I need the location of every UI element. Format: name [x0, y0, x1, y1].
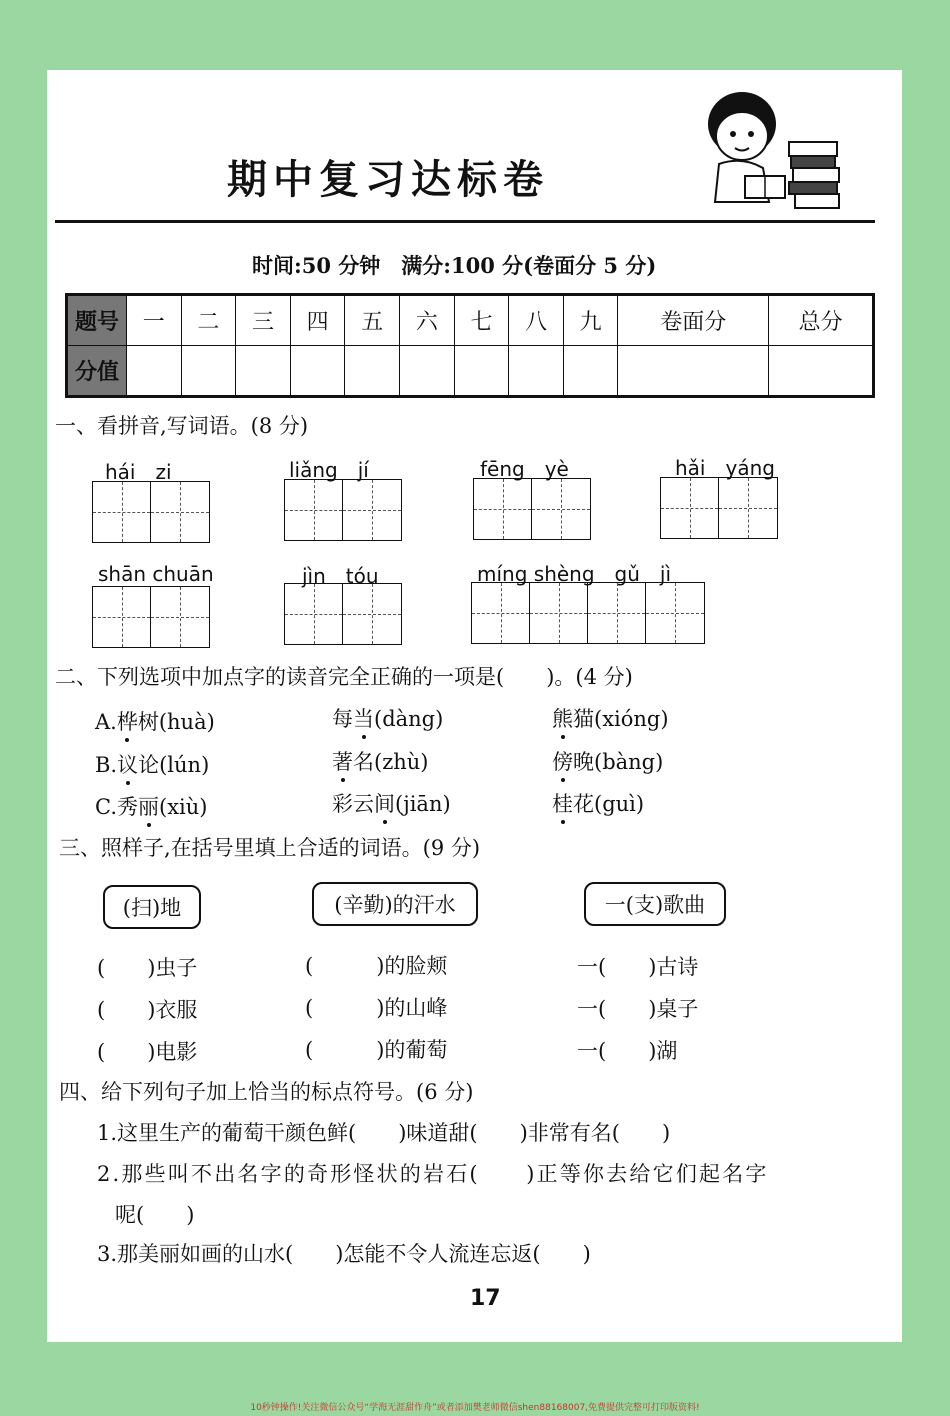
score-cell[interactable] — [400, 346, 455, 397]
pinyin-label: hái zi — [105, 460, 172, 484]
example-box: (辛勤)的汗水 — [312, 882, 478, 926]
punctuation-sentence-cont[interactable]: 呢( ) — [115, 1203, 195, 1227]
writing-grid[interactable] — [660, 477, 778, 539]
worksheet-page — [47, 70, 902, 1342]
score-cell[interactable] — [769, 346, 874, 397]
option-text: 彩云 — [332, 792, 374, 816]
section3-heading: 三、照样子,在括号里填上合适的词语。(9 分) — [59, 836, 481, 860]
fill-blank[interactable]: ( )衣服 — [97, 998, 198, 1022]
score-table — [65, 293, 875, 398]
dotted-char: 桦 — [117, 706, 138, 736]
fill-blank[interactable]: ( )的山峰 — [305, 996, 448, 1020]
col-header: 八 — [509, 295, 564, 346]
col-header: 卷面分 — [618, 295, 769, 346]
page-number: 17 — [470, 1286, 501, 1311]
option-c-col1[interactable] — [95, 791, 207, 821]
score-cell[interactable] — [454, 346, 509, 397]
fill-blank[interactable]: 一( )桌子 — [577, 997, 699, 1021]
writing-grid[interactable] — [471, 582, 705, 644]
fill-blank[interactable]: 一( )古诗 — [577, 955, 699, 979]
option-text: 晚(bàng) — [573, 750, 664, 774]
writing-grid[interactable] — [92, 586, 210, 648]
pinyin-label: míng shèng gǔ jì — [477, 562, 672, 586]
writing-grid[interactable] — [284, 479, 402, 541]
col-header: 九 — [563, 295, 618, 346]
col-header: 总分 — [769, 295, 874, 346]
section1-heading: 一、看拼音,写词语。(8 分) — [55, 414, 309, 438]
option-text: 树(huà) — [137, 710, 215, 734]
option-text: (zhù) — [374, 750, 429, 774]
pinyin-label: shān chuān — [98, 562, 214, 586]
col-header: 六 — [400, 295, 455, 346]
option-letter: B. — [95, 753, 118, 777]
score-cell[interactable] — [509, 346, 564, 397]
dotted-char: 议 — [117, 749, 138, 779]
writing-grid[interactable] — [92, 481, 210, 543]
col-header: 二 — [181, 295, 236, 346]
col-header: 三 — [236, 295, 291, 346]
score-cell[interactable] — [563, 346, 618, 397]
option-text: (xiù) — [159, 795, 208, 819]
exam-meta: 时间:50 分钟 满分:100 分(卷面分 5 分) — [252, 253, 657, 278]
pinyin-label: fēng yè — [480, 457, 569, 481]
writing-grid[interactable] — [284, 583, 402, 645]
option-text: 名 — [353, 750, 374, 774]
punctuation-sentence[interactable]: 1.这里生产的葡萄干颜色鲜( )味道甜( )非常有名( ) — [97, 1121, 671, 1145]
section2-heading: 二、下列选项中加点字的读音完全正确的一项是( )。(4 分) — [55, 665, 633, 689]
row-label: 分值 — [67, 346, 127, 397]
dotted-char: 当 — [353, 703, 374, 733]
option-b-col2 — [332, 746, 429, 776]
option-text: 每 — [332, 707, 353, 731]
section4-heading: 四、给下列句子加上恰当的标点符号。(6 分) — [59, 1080, 474, 1104]
option-text: 花(guì) — [573, 792, 645, 816]
score-cell[interactable] — [181, 346, 236, 397]
score-cell[interactable] — [345, 346, 400, 397]
punctuation-sentence[interactable]: 3.那美丽如画的山水( )怎能不令人流连忘返( ) — [97, 1242, 591, 1266]
option-c-col2 — [332, 788, 451, 818]
option-a-col3 — [552, 703, 669, 733]
dotted-char: 熊 — [552, 703, 573, 733]
score-cell[interactable] — [236, 346, 291, 397]
pinyin-label: liǎng jí — [289, 458, 369, 482]
page-title: 期中复习达标卷 — [227, 157, 549, 203]
fill-blank[interactable]: ( )的脸颊 — [305, 954, 448, 978]
dotted-char: 傍 — [552, 746, 573, 776]
reading-child-illustration — [697, 84, 847, 219]
option-a-col1[interactable] — [95, 706, 215, 736]
score-cell[interactable] — [618, 346, 769, 397]
option-b-col1[interactable] — [95, 749, 209, 779]
col-header: 七 — [454, 295, 509, 346]
score-cell[interactable] — [290, 346, 345, 397]
option-b-col3 — [552, 746, 663, 776]
fill-blank[interactable]: ( )虫子 — [97, 956, 198, 980]
fill-blank[interactable]: ( )电影 — [97, 1040, 198, 1064]
fill-blank[interactable]: ( )的葡萄 — [305, 1038, 448, 1062]
dotted-char: 桂 — [552, 788, 573, 818]
writing-grid[interactable] — [473, 478, 591, 540]
col-header: 五 — [345, 295, 400, 346]
title-rule — [55, 220, 875, 223]
option-letter: C.秀 — [95, 795, 138, 819]
pinyin-label: hǎi yáng — [675, 456, 775, 480]
example-box: (扫)地 — [103, 885, 201, 929]
punctuation-sentence[interactable]: 2.那些叫不出名字的奇形怪状的岩石( )正等你去给它们起名字 — [97, 1162, 769, 1186]
option-text: (jiān) — [395, 792, 451, 816]
footer-notice: 10秒钟操作!关注微信公众号“学海无涯甜作舟”或者添加樊老师微信shen88168007,免费提供完整可打印版资料! — [250, 1403, 700, 1413]
option-text: 猫(xióng) — [573, 707, 669, 731]
fill-blank[interactable]: 一( )湖 — [577, 1039, 678, 1063]
dotted-char: 丽 — [138, 791, 159, 821]
score-cell[interactable] — [127, 346, 182, 397]
dotted-char: 间 — [374, 788, 395, 818]
option-letter: A. — [95, 710, 117, 734]
pinyin-label: jìn tóu — [302, 564, 379, 588]
row-label: 题号 — [67, 295, 127, 346]
example-box: 一(支)歌曲 — [584, 882, 726, 926]
col-header: 一 — [127, 295, 182, 346]
option-text: 论(lún) — [138, 753, 210, 777]
dotted-char: 著 — [332, 746, 353, 776]
option-text: (dàng) — [374, 707, 444, 731]
col-header: 四 — [290, 295, 345, 346]
option-c-col3 — [552, 788, 644, 818]
option-a-col2 — [332, 703, 443, 733]
